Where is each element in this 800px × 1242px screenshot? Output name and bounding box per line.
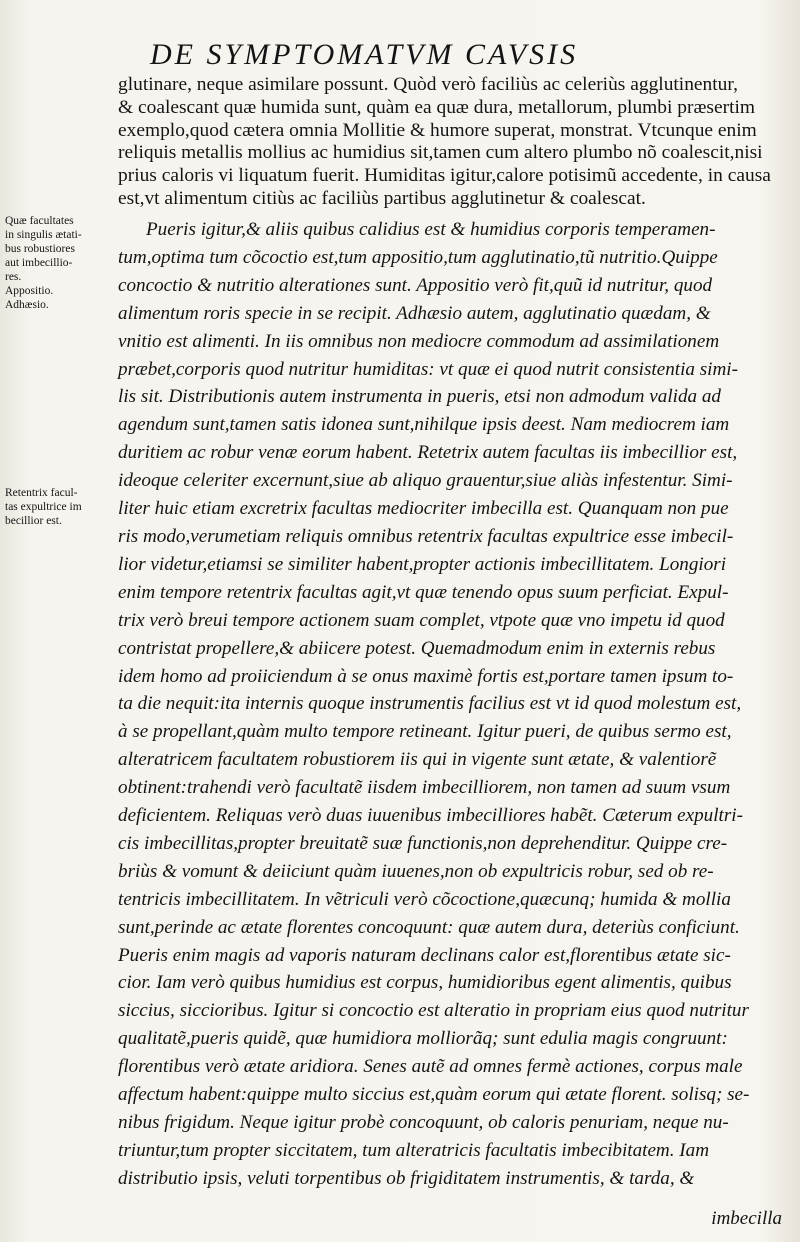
text-line: agendum sunt,tamen satis idonea sunt,nihilque ipsis deest. Nam mediocrem iam: [118, 414, 730, 436]
text-line: ris modo,verumetiam reliquis omnibus retentrix facultas expultrice esse imbecil-: [118, 525, 734, 547]
running-head: DE SYMPTOMATVM CAVSIS: [150, 38, 579, 71]
margin-note-line: becillior est.: [5, 515, 62, 527]
margin-note-line: Quæ facultates: [5, 215, 74, 227]
text-line: idem homo ad proiiciendum à se onus maximè fortis est,portare tamen ipsum to-: [118, 665, 734, 687]
text-line: concoctio & nutritio alterationes sunt. Appositio verò fit,quũ id nutritur, quod: [118, 274, 713, 296]
text-line: & coalescant quæ humida sunt, quàm ea quæ dura, metallorum, plumbi præsertim: [118, 96, 755, 118]
margin-note-line: res.: [5, 271, 22, 283]
margin-note-line: in singulis ætati-: [5, 229, 82, 241]
text-line: qualitatẽ,pueris quidẽ, quæ humidiora molliorãq; sunt edulia magis congruunt:: [118, 1028, 728, 1050]
text-line: deficientem. Reliquas verò duas iuuenibus imbecilliores habẽt. Cæterum expultri-: [118, 805, 743, 827]
text-line: alteratricem facultatem robustiorem iis qui in vigente sunt ætate, & valentiorẽ: [118, 749, 717, 771]
italic-paragraph: [118, 216, 796, 1193]
margin-note-line: Adhæsio.: [5, 299, 49, 311]
text-line: distributio ipsis, veluti torpentibus ob frigiditatem instrumentis, & tarda, &: [118, 1167, 695, 1189]
text-line: siccius, siccioribus. Igitur si concoctio est alteratio in propriam eius quod nutritur: [118, 1000, 749, 1022]
text-line: obtinent:trahendi verò facultatẽ iisdem imbecilliorem, non tamen ad suum vsum: [118, 777, 731, 799]
text-line: florentibus verò ætate aridiora. Senes autẽ ad omnes fermè actiones, corpus male: [118, 1056, 743, 1078]
margin-note-line: aut imbecillio-: [5, 257, 73, 269]
catchword: imbecilla: [711, 1208, 782, 1229]
text-line: vnitio est alimenti. In iis omnibus non mediocre commodum ad assimilationem: [118, 330, 720, 352]
text-line: lis sit. Distributionis autem instrumenta in pueris, etsi non admodum valida ad: [118, 386, 721, 408]
text-line: duritiem ac robur venæ eorum habent. Retetrix autem facultas iis imbecillior est,: [118, 442, 738, 464]
text-line: tentricis imbecillitatem. In vẽtriculi verò cõcoctione,quæcunq; humida & mollia: [118, 888, 731, 910]
text-line: briùs & vomunt & deiiciunt quàm iuuenes,non ob expultricis robur, sed ob re-: [118, 860, 714, 882]
text-line: ideoque celeriter excernunt,siue ab aliquo grauentur,siue aliàs infestentur. Simi-: [118, 470, 733, 492]
margin-note-line: Appositio.: [5, 285, 54, 297]
text-line: nibus frigidum. Neque igitur probè concoquunt, ob caloris penuriam, neque nu-: [118, 1112, 729, 1133]
text-line: glutinare, neque asimilare possunt. Quòd verò faciliùs ac celeriùs agglutinentur,: [118, 74, 738, 95]
text-line: prius caloris vi liquatum fuerit. Humiditas igitur,calore potisimũ accedente, in causa: [118, 165, 771, 187]
text-line: liter huic etiam excretrix facultas mediocriter imbecilla est. Quanquam non pue: [118, 498, 729, 520]
text-line: tum,optima tum cõcoctio est,tum appositio,tum agglutinatio,tũ nutritio.Quippe: [118, 246, 718, 268]
text-line: enim tempore retentrix facultas agit,vt quæ tenendo opus suum perficiat. Expul-: [118, 581, 729, 603]
text-line: triuntur,tum propter siccitatem, tum alteratricis facultatis imbecibitatem. Iam: [118, 1139, 710, 1161]
text-line: exemplo,quod cætera omnia Mollitie & humore superat, monstrat. Vtcunque enim: [118, 119, 757, 141]
text-line: cior. Iam verò quibus humidius est corpus, humidioribus egent alimentis, quibus: [118, 972, 732, 994]
text-line: ta die nequit:ita internis quoque instrumentis facilius est vt id quod molestum est,: [118, 693, 742, 715]
text-line: à se propellant,quàm multo tempore retineant. Igitur pueri, de quibus sermo est,: [118, 721, 732, 743]
text-line: lior videtur,etiamsi se similiter habent,propter actionis imbecillitatem. Longiori: [118, 553, 727, 575]
margin-note-line: bus robustiores: [5, 243, 75, 255]
text-line: reliquis metallis mollius ac humidius sit,tamen cum altero plumbo nõ coalescit,nisi: [118, 142, 763, 164]
margin-note-line: Retentrix facul-: [5, 487, 78, 499]
text-line: alimentum roris specie in se recipit. Adhæsio autem, agglutinatio quædam, &: [118, 302, 711, 324]
text-line: contristat propellere,& abiicere potest. Quemadmodum enim in externis rebus: [118, 637, 716, 659]
text-line: præbet,corporis quod nutritur humiditas: vt quæ ei quod nutrit consistentia simi-: [118, 358, 738, 380]
text-line: cis imbecillitas,propter breuitatẽ suæ functionis,non deprehenditur. Quippe cre-: [118, 832, 728, 854]
text-line: Pueris igitur,& aliis quibus calidius est & humidius corporis temperamen-: [146, 219, 716, 240]
text-line: Pueris enim magis ad vaporis naturam declinans calor est,florentibus ætate sic-: [118, 944, 731, 966]
roman-paragraph: [118, 74, 796, 211]
text-line: trix verò breui tempore actionem suam complet, vtpote quæ vno impetu id quod: [118, 609, 725, 631]
text-line: sunt,perinde ac ætate florentes concoquunt: quæ autem dura, deteriùs conficiunt.: [118, 916, 740, 938]
text-line: est,vt alimentum citiùs ac faciliùs partibus agglutinetur & coalescat.: [118, 187, 646, 209]
margin-note-line: tas expultrice im: [5, 501, 82, 513]
margin-note-facultates: [5, 214, 115, 312]
margin-note-retentrix: [5, 486, 115, 528]
text-line: affectum habent:quippe multo siccius est,quàm eorum qui ætate florent. solisq; se-: [118, 1084, 750, 1106]
